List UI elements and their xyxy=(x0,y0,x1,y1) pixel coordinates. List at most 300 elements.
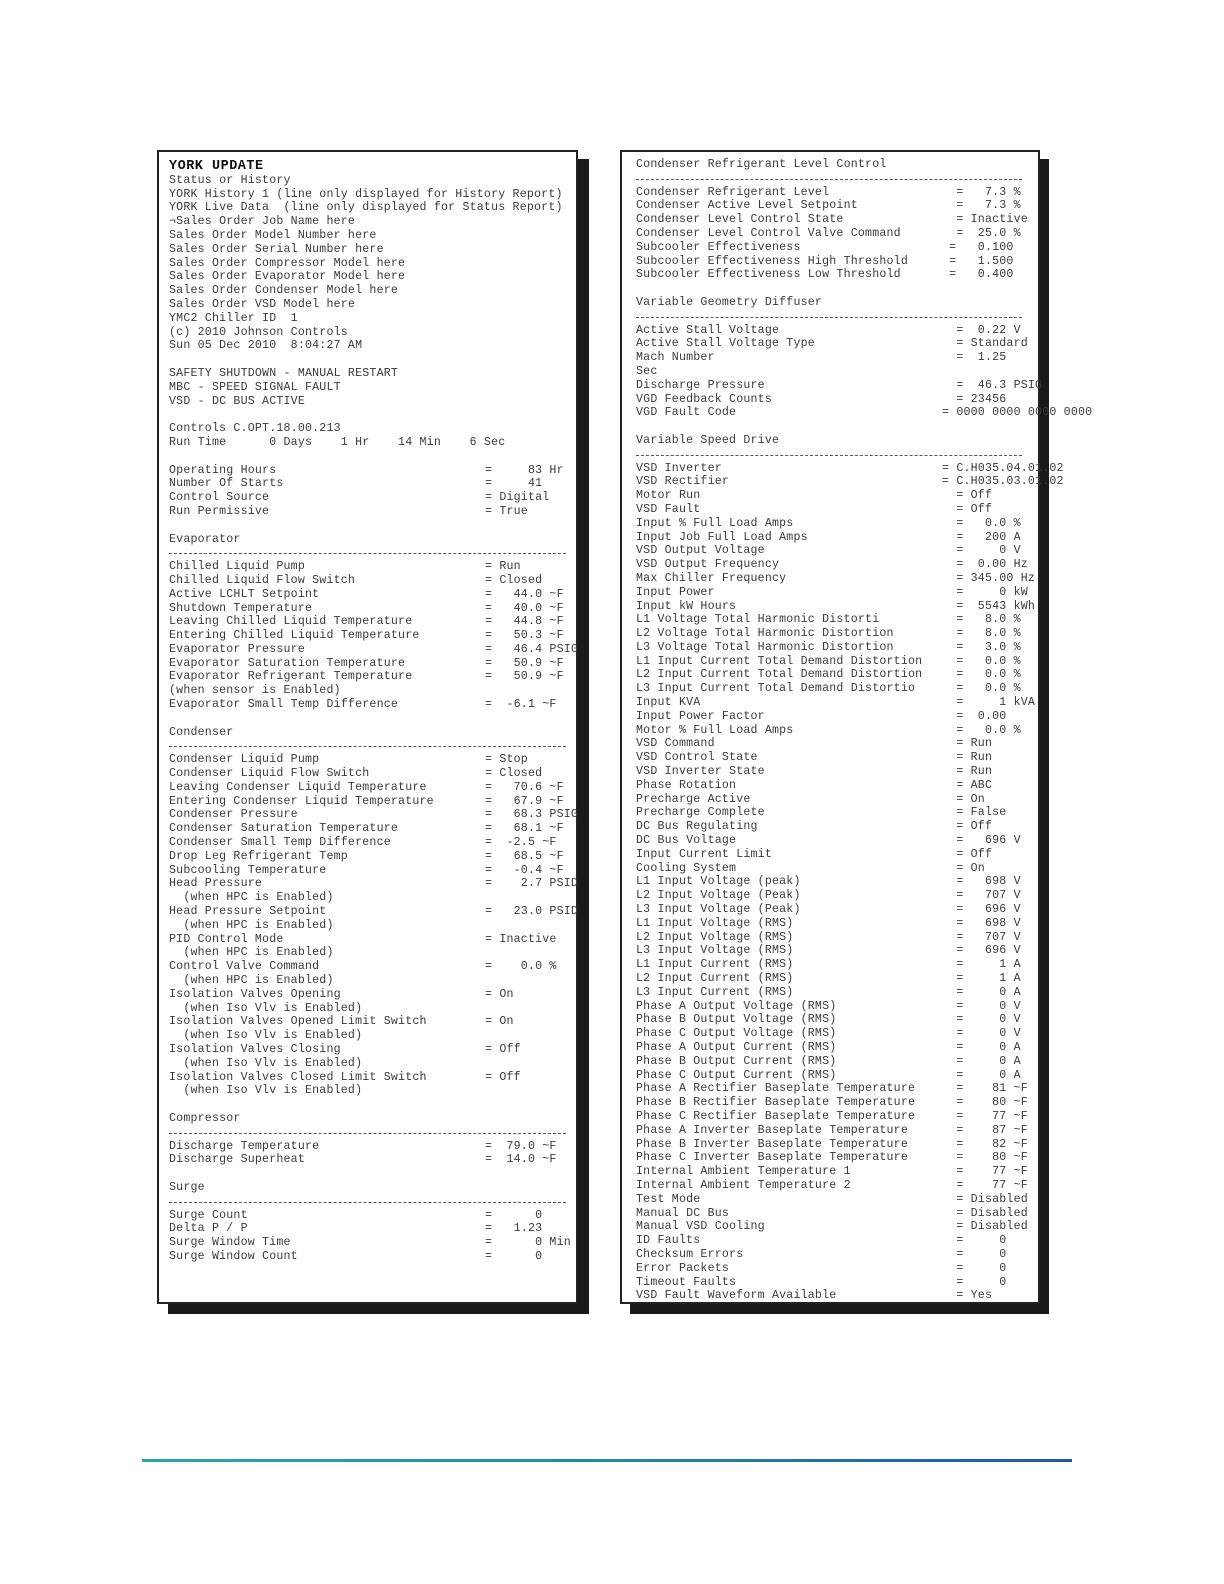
row-label: L1 Voltage Total Harmonic Distorti xyxy=(636,613,880,627)
report-row xyxy=(636,199,1030,213)
row-label: Phase C Output Voltage (RMS) xyxy=(636,1027,837,1041)
row-label: Subcooler Effectiveness xyxy=(636,240,801,254)
row-value: = 0 kW xyxy=(942,585,1028,599)
row-label: L3 Input Voltage (RMS) xyxy=(636,944,794,958)
row-label: Precharge Active xyxy=(636,792,751,806)
row-value: = 8.0 % xyxy=(942,627,1021,641)
row-label: Input Power Factor xyxy=(636,709,765,723)
row-label: Input Power xyxy=(636,585,715,599)
row-value: = 68.5 ~F xyxy=(485,849,564,863)
report-row xyxy=(636,378,1043,393)
report-row xyxy=(636,531,1030,545)
row-value: = 7.3 % xyxy=(942,185,1021,199)
row-label: Leaving Chilled Liquid Temperature xyxy=(169,615,413,629)
report-row xyxy=(636,710,1030,724)
row-label: ID Faults xyxy=(636,1234,701,1248)
row-label: Input Current Limit xyxy=(636,847,772,861)
row-value: = 0.0 % xyxy=(942,654,1021,668)
report-row xyxy=(636,903,1030,917)
dashed-divider xyxy=(169,1126,576,1140)
row-value: = 41 xyxy=(485,477,543,491)
report-row xyxy=(169,946,576,960)
report-row xyxy=(169,602,576,616)
row-label: VSD Output Frequency xyxy=(636,558,780,572)
row-label: DC Bus Voltage xyxy=(636,834,737,848)
row-value: = On xyxy=(942,792,985,806)
report-row xyxy=(169,491,576,505)
report-row xyxy=(169,864,576,878)
report-row xyxy=(636,406,1093,420)
report-row xyxy=(636,668,1030,682)
row-label: Input Job Full Load Amps xyxy=(636,530,808,544)
row-value: = -0.4 ~F xyxy=(485,863,564,877)
row-label: Evaporator Pressure xyxy=(169,642,305,656)
report-row xyxy=(169,891,576,905)
report-row xyxy=(636,627,1030,641)
row-label: Discharge Superheat xyxy=(169,1153,305,1167)
row-label: L1 Input Current Total Demand Distortion xyxy=(636,654,923,668)
report-row xyxy=(169,1084,576,1098)
row-label: Entering Condenser Liquid Temperature xyxy=(169,794,434,808)
row-value: = 0.0 % xyxy=(942,516,1021,530)
row-label: Control Valve Command xyxy=(169,960,320,974)
row-label: (when HPC is Enabled) xyxy=(169,974,334,988)
row-value: = 67.9 ~F xyxy=(485,794,564,808)
report-row xyxy=(636,848,1030,862)
row-value: = False xyxy=(942,806,1007,820)
report-line: SAFETY SHUTDOWN - MANUAL RESTART xyxy=(169,366,399,380)
row-value: = Off xyxy=(942,489,993,503)
row-label: Evaporator Saturation Temperature xyxy=(169,656,406,670)
row-label: Input KVA xyxy=(636,696,701,710)
row-label: Drop Leg Refrigerant Temp xyxy=(169,849,348,863)
report-row xyxy=(636,1096,1030,1110)
section-title: Evaporator xyxy=(169,532,241,546)
row-value: = 8.0 % xyxy=(942,613,1021,627)
row-label: Control Source xyxy=(169,491,270,505)
report-row xyxy=(636,1124,1030,1138)
row-label: Phase Rotation xyxy=(636,778,737,792)
row-value: = 0.400 xyxy=(942,268,1014,282)
row-value: = 0 V xyxy=(942,999,1021,1013)
left-report-body xyxy=(159,152,579,1264)
report-line: Sales Order VSD Model here xyxy=(169,297,356,311)
row-label: Checksum Errors xyxy=(636,1247,744,1261)
report-row xyxy=(636,324,1030,338)
row-label: Leaving Condenser Liquid Temperature xyxy=(169,780,427,794)
report-row xyxy=(636,1248,1030,1262)
report-row xyxy=(169,767,576,781)
report-row xyxy=(636,655,1030,669)
row-value: = Standard xyxy=(942,337,1028,351)
row-label: VSD Rectifier xyxy=(636,475,730,489)
report-row xyxy=(636,1041,1030,1055)
row-label: Condenser Level Control State xyxy=(636,213,844,227)
report-row xyxy=(169,974,576,988)
row-label: Chilled Liquid Pump xyxy=(169,560,305,574)
report-row xyxy=(636,227,1030,241)
report-row xyxy=(636,517,1030,531)
report-row xyxy=(636,751,1030,765)
row-label: L1 Input Current (RMS) xyxy=(636,958,794,972)
row-value: = 0.0 % xyxy=(942,668,1021,682)
report-row xyxy=(169,960,576,974)
report-row xyxy=(636,489,1030,503)
dashed-divider xyxy=(636,448,1030,462)
report-line: Sales Order Model Number here xyxy=(169,228,377,242)
row-value: = Closed xyxy=(485,573,543,587)
row-value: = 0 V xyxy=(942,1013,1021,1027)
row-label: Manual DC Bus xyxy=(636,1206,730,1220)
row-label: VSD Command xyxy=(636,737,715,751)
report-row xyxy=(636,1234,1030,1248)
report-line: Sales Order Condenser Model here xyxy=(169,284,399,298)
right-report-card xyxy=(620,150,1093,1304)
report-row xyxy=(169,1002,576,1016)
row-value: = 68.1 ~F xyxy=(485,822,564,836)
row-value: = 50.9 ~F xyxy=(485,670,564,684)
row-value: = 83 Hr xyxy=(485,463,564,477)
row-label: Evaporator Small Temp Difference xyxy=(169,698,399,712)
section-title: Variable Speed Drive xyxy=(636,433,780,447)
row-value: = On xyxy=(942,861,985,875)
report-line: VSD - DC BUS ACTIVE xyxy=(169,394,305,408)
row-value: = 79.0 ~F xyxy=(485,1139,557,1153)
report-row xyxy=(636,986,1030,1000)
spacer xyxy=(169,519,576,533)
row-label: Subcooler Effectiveness Low Threshold xyxy=(636,268,901,282)
section-title: Condenser xyxy=(169,725,234,739)
row-value: = 82 ~F xyxy=(942,1137,1028,1151)
row-label: DC Bus Regulating xyxy=(636,820,758,834)
report-row xyxy=(636,889,1030,903)
section-title: Condenser Refrigerant Level Control xyxy=(636,158,887,171)
report-row xyxy=(636,365,1030,379)
report-row xyxy=(169,877,579,891)
row-label: VSD Inverter State xyxy=(636,765,765,779)
row-label: Active LCHLT Setpoint xyxy=(169,587,320,601)
report-row xyxy=(636,1151,1030,1165)
row-value: = 0 A xyxy=(942,1068,1021,1082)
row-label: Condenser Liquid Flow Switch xyxy=(169,767,370,781)
report-line: Status or History xyxy=(169,173,291,187)
report-row xyxy=(169,1029,576,1043)
report-row xyxy=(636,503,1030,517)
row-value: = Run xyxy=(485,560,521,574)
row-label: (when sensor is Enabled) xyxy=(169,684,341,698)
row-value: = 1 A xyxy=(942,958,1021,972)
report-row xyxy=(169,836,576,850)
row-value: = 696 V xyxy=(942,944,1021,958)
row-label: Discharge Temperature xyxy=(169,1139,320,1153)
report-row xyxy=(636,1110,1030,1124)
row-value: = 0 V xyxy=(942,1027,1021,1041)
row-value: = 0.100 xyxy=(942,240,1014,254)
row-label: L3 Voltage Total Harmonic Distortion xyxy=(636,640,894,654)
spacer xyxy=(169,1098,576,1112)
row-value: = 7.3 % xyxy=(942,199,1021,213)
row-value: = -2.5 ~F xyxy=(485,836,557,850)
report-row xyxy=(169,1043,576,1057)
row-value: = 0.0 % xyxy=(485,960,557,974)
report-line: YMC2 Chiller ID 1 xyxy=(169,311,298,325)
dashed-divider xyxy=(636,172,1030,186)
row-label: Condenser Small Temp Difference xyxy=(169,836,391,850)
dashed-divider xyxy=(169,1195,576,1209)
right-report-body xyxy=(622,152,1093,1303)
row-label: (when HPC is Enabled) xyxy=(169,918,334,932)
row-label: Condenser Liquid Pump xyxy=(169,753,320,767)
row-label: Phase B Inverter Baseplate Temperature xyxy=(636,1137,908,1151)
row-value: = Off xyxy=(942,820,993,834)
row-value: = Inactive xyxy=(485,932,557,946)
report-row xyxy=(636,599,1036,614)
row-label: Phase A Inverter Baseplate Temperature xyxy=(636,1123,908,1137)
row-label: Delta P / P xyxy=(169,1222,248,1236)
report-row xyxy=(636,1027,1030,1041)
row-label: L2 Input Current Total Demand Distortion xyxy=(636,668,923,682)
row-label: Input % Full Load Amps xyxy=(636,516,794,530)
spacer xyxy=(169,450,576,464)
row-label: Isolation Valves Opening xyxy=(169,987,341,1001)
row-label: L3 Input Current Total Demand Distortio xyxy=(636,682,916,696)
report-row xyxy=(169,795,576,809)
row-label: Run Permissive xyxy=(169,504,270,518)
report-row xyxy=(169,1153,576,1167)
row-value: = 0.00 Hz xyxy=(942,558,1028,572)
row-value: = 0.0 % xyxy=(942,682,1021,696)
report-row xyxy=(636,475,1064,489)
row-value: = 698 V xyxy=(942,916,1021,930)
row-value: = Off xyxy=(942,847,993,861)
row-value: = 77 ~F xyxy=(942,1109,1028,1123)
report-row xyxy=(636,613,1030,627)
row-value: = C.H035.03.01.02 xyxy=(942,475,1064,489)
row-value: = 707 V xyxy=(942,930,1021,944)
section-title: Surge xyxy=(169,1180,205,1194)
row-value: = 0000 0000 0000 0000 xyxy=(942,406,1093,420)
row-value: = 0 V xyxy=(942,544,1021,558)
report-row xyxy=(636,944,1030,958)
report-row xyxy=(636,1165,1030,1179)
row-value: = 0.00 xyxy=(942,709,1007,723)
row-label: Operating Hours xyxy=(169,463,277,477)
row-label: (when HPC is Enabled) xyxy=(169,891,334,905)
row-value: = 0 xyxy=(485,1208,543,1222)
report-row xyxy=(636,1138,1030,1152)
row-value: = 1.25 xyxy=(942,351,1007,365)
section-title: Compressor xyxy=(169,1111,241,1125)
spacer xyxy=(169,353,576,367)
dashed-divider xyxy=(169,739,576,753)
row-label: Number Of Starts xyxy=(169,477,284,491)
row-value: = 44.0 ~F xyxy=(485,587,564,601)
report-row xyxy=(636,1055,1030,1069)
row-label: L2 Input Voltage (RMS) xyxy=(636,930,794,944)
report-row xyxy=(636,255,1030,269)
row-value: = 0.22 V xyxy=(942,323,1021,337)
report-row xyxy=(169,988,576,1002)
row-value: = 1.23 xyxy=(485,1222,543,1236)
report-row xyxy=(636,862,1030,876)
report-row xyxy=(169,670,576,684)
row-value: = 345.00 Hz xyxy=(942,571,1036,585)
report-row xyxy=(636,972,1030,986)
row-label: VSD Inverter xyxy=(636,461,722,475)
row-label: Condenser Pressure xyxy=(169,808,298,822)
row-label: L3 Input Voltage (Peak) xyxy=(636,903,801,917)
report-title: YORK UPDATE xyxy=(169,159,264,174)
report-row xyxy=(636,641,1030,655)
row-label: Discharge Pressure xyxy=(636,378,765,392)
row-label: Cooling System xyxy=(636,861,737,875)
row-value: = 77 ~F xyxy=(942,1178,1028,1192)
row-value: = Off xyxy=(942,502,993,516)
row-value: = 40.0 ~F xyxy=(485,601,564,615)
report-row xyxy=(636,834,1030,848)
row-label: Entering Chilled Liquid Temperature xyxy=(169,629,420,643)
row-label: Phase C Inverter Baseplate Temperature xyxy=(636,1151,908,1165)
report-row xyxy=(636,1276,1030,1290)
row-label: Mach Number xyxy=(636,351,715,365)
row-label: VSD Fault xyxy=(636,502,701,516)
report-line: Controls C.OPT.18.00.213 xyxy=(169,422,341,436)
report-row xyxy=(636,461,1064,476)
row-value: = 0 Min xyxy=(485,1236,571,1250)
row-value: = Off xyxy=(485,1070,521,1084)
row-label: Timeout Faults xyxy=(636,1275,737,1289)
report-line: Sun 05 Dec 2010 8:04:27 AM xyxy=(169,339,363,353)
row-value: = ABC xyxy=(942,778,993,792)
report-row xyxy=(636,806,1030,820)
report-line: Run Time 0 Days 1 Hr 14 Min 6 Sec xyxy=(169,435,506,449)
row-value: = 50.9 ~F xyxy=(485,656,564,670)
row-label: Surge Count xyxy=(169,1208,248,1222)
report-row xyxy=(169,1057,576,1071)
row-value: = 70.6 ~F xyxy=(485,780,564,794)
dashed-divider xyxy=(169,546,576,560)
report-line: YORK Live Data (line only displayed for Status Report) xyxy=(169,201,563,215)
report-row xyxy=(169,1222,576,1236)
row-value: = -6.1 ~F xyxy=(485,698,557,712)
report-row xyxy=(636,765,1030,779)
row-label: Isolation Valves Closing xyxy=(169,1043,341,1056)
row-value: = 2.7 PSID xyxy=(485,877,579,891)
report-row xyxy=(169,1140,576,1154)
report-row xyxy=(636,875,1030,889)
row-value: = 80 ~F xyxy=(942,1096,1028,1110)
report-row xyxy=(636,241,1030,255)
report-row xyxy=(636,1262,1030,1276)
report-row xyxy=(636,268,1030,282)
report-row xyxy=(636,186,1030,200)
row-value: = 44.8 ~F xyxy=(485,615,564,629)
row-value: = 0 xyxy=(942,1261,1007,1275)
report-row xyxy=(636,1289,1030,1303)
row-label: Subcooling Temperature xyxy=(169,863,327,877)
row-label: Phase B Rectifier Baseplate Temperature xyxy=(636,1096,916,1110)
report-row xyxy=(636,737,1030,751)
report-row xyxy=(169,1236,576,1250)
spacer xyxy=(636,420,1030,434)
report-row xyxy=(169,574,576,588)
report-row xyxy=(636,544,1030,558)
row-value: = 68.3 PSIG xyxy=(485,808,579,822)
report-line: Sales Order Evaporator Model here xyxy=(169,270,406,284)
row-label: Evaporator Refrigerant Temperature xyxy=(169,670,413,684)
row-label: (when Iso Vlv is Enabled) xyxy=(169,1084,363,1098)
report-row xyxy=(169,615,576,629)
report-line: MBC - SPEED SIGNAL FAULT xyxy=(169,380,341,394)
row-label: Condenser Saturation Temperature xyxy=(169,822,399,836)
report-row xyxy=(169,850,576,864)
row-label: Max Chiller Frequency xyxy=(636,571,787,585)
report-row xyxy=(169,1250,576,1264)
report-row xyxy=(636,1220,1030,1234)
report-row xyxy=(636,931,1030,945)
row-label: Precharge Complete xyxy=(636,806,765,820)
row-value: = 696 V xyxy=(942,834,1021,848)
row-value: = Run xyxy=(942,737,993,751)
row-value: = 1 A xyxy=(942,972,1021,986)
row-label: Phase B Output Current (RMS) xyxy=(636,1054,837,1068)
row-value: = Yes xyxy=(942,1289,993,1303)
row-value: = 23456 xyxy=(942,392,1007,406)
row-value: = 0.0 % xyxy=(942,723,1021,737)
spacer xyxy=(169,1167,576,1181)
report-row xyxy=(169,629,576,643)
row-label: Phase A Output Voltage (RMS) xyxy=(636,999,837,1013)
row-value: = 23.0 PSID xyxy=(485,905,579,919)
row-value xyxy=(942,365,1030,379)
report-row xyxy=(636,558,1030,572)
dashed-divider xyxy=(636,310,1030,324)
report-row xyxy=(169,905,579,919)
report-row xyxy=(636,820,1030,834)
row-value: = Digital xyxy=(485,491,550,505)
row-value: = 0 A xyxy=(942,1041,1021,1054)
row-value: = 46.3 PSIG xyxy=(942,378,1043,392)
report-row xyxy=(636,779,1030,793)
row-value: = Disabled xyxy=(942,1192,1028,1206)
report-row xyxy=(169,933,576,947)
row-value: = 46.4 PSIG xyxy=(485,642,579,656)
row-value: = 77 ~F xyxy=(942,1165,1028,1179)
row-label: VSD Fault Waveform Available xyxy=(636,1289,837,1303)
report-row xyxy=(169,822,576,836)
row-value: = 14.0 ~F xyxy=(485,1153,557,1167)
row-label: Internal Ambient Temperature 2 xyxy=(636,1178,851,1192)
row-label: Phase C Rectifier Baseplate Temperature xyxy=(636,1109,916,1123)
report-row xyxy=(169,753,576,767)
row-label: Head Pressure xyxy=(169,877,263,891)
report-row xyxy=(169,698,576,712)
report-row xyxy=(636,586,1030,600)
row-label: Phase A Output Current (RMS) xyxy=(636,1041,837,1054)
row-label: Sec xyxy=(636,364,658,378)
row-label: L2 Input Voltage (Peak) xyxy=(636,889,801,903)
row-value: = 0 A xyxy=(942,1054,1021,1068)
report-line: YORK History 1 (line only displayed for History Report) xyxy=(169,187,563,201)
row-label: Shutdown Temperature xyxy=(169,601,313,615)
row-value: = Stop xyxy=(485,753,528,767)
report-row xyxy=(636,917,1030,931)
report-row xyxy=(169,464,576,478)
report-row xyxy=(636,1207,1030,1221)
row-label: Condenser Refrigerant Level xyxy=(636,185,830,199)
row-value: = 698 V xyxy=(942,875,1021,889)
row-label: (when HPC is Enabled) xyxy=(169,946,334,960)
